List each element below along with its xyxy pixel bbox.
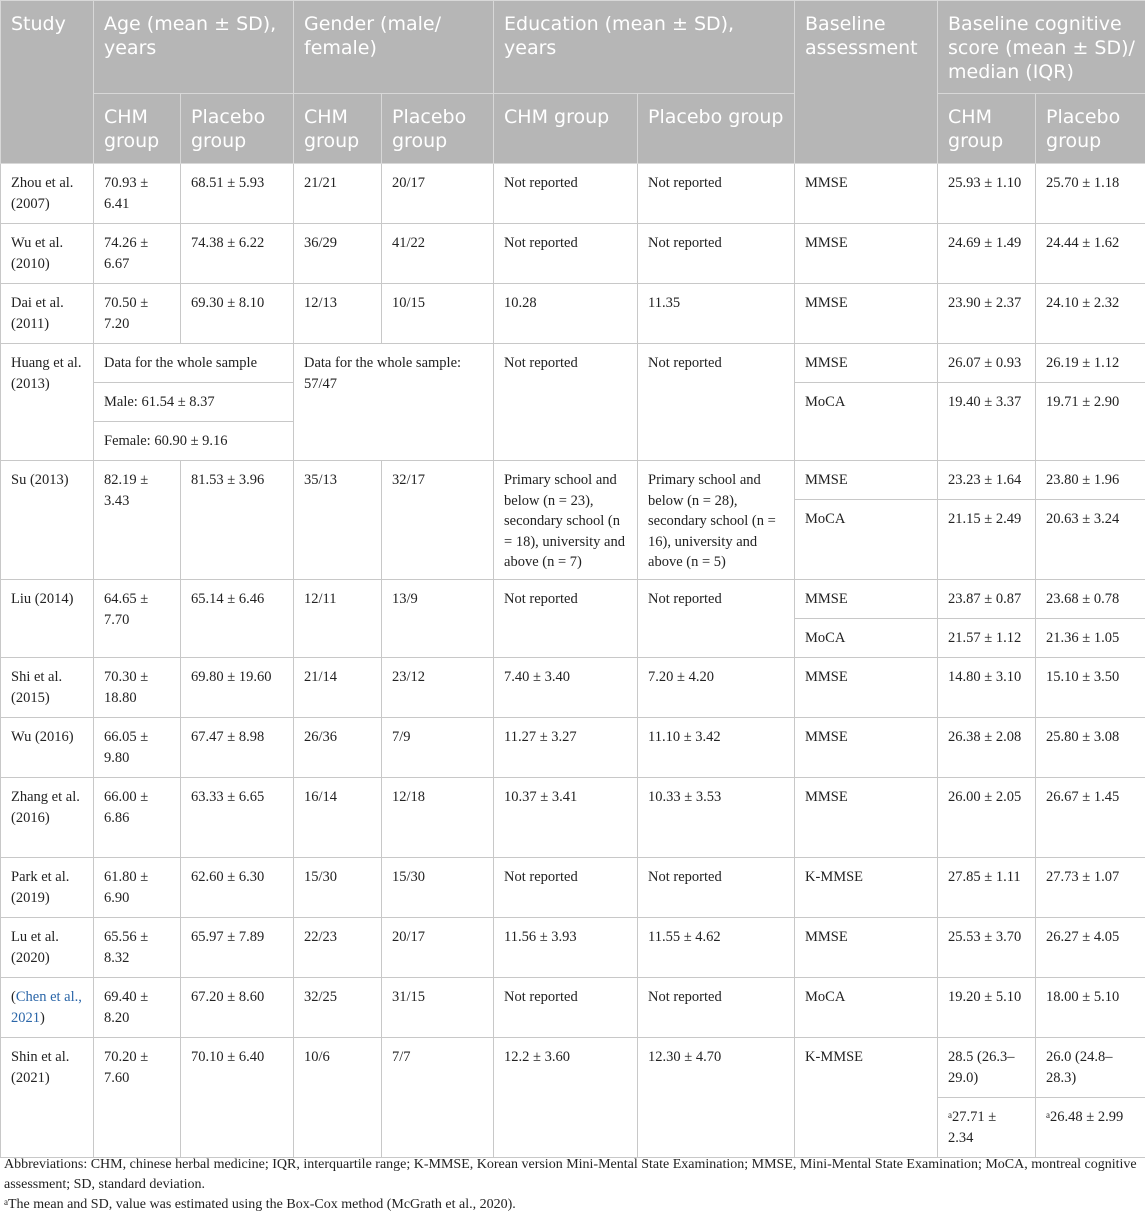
cell-education-chm: Not reported (494, 224, 638, 284)
cell-education-placebo: 11.55 ± 4.62 (638, 918, 795, 978)
subheader-age-chm: CHM group (94, 94, 181, 164)
cell-score-placebo: 26.0 (24.8–28.3) (1036, 1038, 1145, 1098)
cell-score-chm: 23.90 ± 2.37 (938, 284, 1036, 344)
cell-assessment: MMSE (795, 164, 938, 224)
cell-education-placebo: 11.35 (638, 284, 795, 344)
header-education: Education (mean ± SD), years (494, 1, 795, 94)
cell-study: Zhang et al. (2016) (1, 778, 94, 858)
subheader-score-chm: CHM group (938, 94, 1036, 164)
cell-age-placebo: 68.51 ± 5.93 (181, 164, 294, 224)
cell-assessment: MMSE (795, 658, 938, 718)
cell-score-chm: 28.5 (26.3–29.0) (938, 1038, 1036, 1098)
cell-gender-chm: 15/30 (294, 858, 382, 918)
cell-age-female: Female: 60.90 ± 9.16 (94, 422, 294, 461)
cell-gender-placebo: 7/7 (382, 1038, 494, 1158)
cell-assessment: MMSE (795, 284, 938, 344)
subheader-row (1, 94, 1145, 164)
cell-education-chm: Not reported (494, 344, 638, 461)
cell-score-chm: 19.20 ± 5.10 (938, 978, 1036, 1038)
cell-gender-chm: 35/13 (294, 461, 382, 580)
cell-gender-chm: 21/14 (294, 658, 382, 718)
cell-age-chm: 69.40 ± 8.20 (94, 978, 181, 1038)
cell-score-chm: 23.23 ± 1.64 (938, 461, 1036, 500)
subheader-age-placebo: Placebo group (181, 94, 294, 164)
cell-score-placebo: 23.68 ± 0.78 (1036, 580, 1145, 619)
cell-gender-placebo: 10/15 (382, 284, 494, 344)
subheader-education-placebo: Placebo group (638, 94, 795, 164)
cell-score-chm-boxcox (938, 1098, 1036, 1158)
cell-score-placebo: 26.67 ± 1.45 (1036, 778, 1145, 858)
cell-assessment: MoCA (795, 978, 938, 1038)
cell-age-placebo: 65.14 ± 6.46 (181, 580, 294, 658)
subheader-gender-chm: CHM group (294, 94, 382, 164)
cell-gender-placebo: 32/17 (382, 461, 494, 580)
cell-assessment: MMSE (795, 918, 938, 978)
cell-gender-chm: 36/29 (294, 224, 382, 284)
cell-age-chm: 66.00 ± 6.86 (94, 778, 181, 858)
cell-study: Zhou et al. (2007) (1, 164, 94, 224)
cell-education-placebo: 11.10 ± 3.42 (638, 718, 795, 778)
cell-gender-placebo: 41/22 (382, 224, 494, 284)
cell-education-chm: 11.56 ± 3.93 (494, 918, 638, 978)
cell-assessment: MMSE (795, 580, 938, 619)
subheader-score-placebo: Placebo group (1036, 94, 1145, 164)
cell-age-chm: 61.80 ± 6.90 (94, 858, 181, 918)
footnote-marker: a (4, 1197, 8, 1207)
table-row (1, 858, 1145, 918)
cell-score-chm: 25.53 ± 3.70 (938, 918, 1036, 978)
table-row (1, 344, 1145, 383)
cell-education-chm: 7.40 ± 3.40 (494, 658, 638, 718)
abbreviations-note: Abbreviations: CHM, chinese herbal medicine; IQR, interquartile range; K-MMSE, Korean version Mini-Mental State Examination; MMSE, Mini-Mental State Examination; MoCA, montreal cognitive assessment; SD, standard deviation. (4, 1157, 1137, 1192)
cell-education-placebo: Not reported (638, 344, 795, 461)
cell-assessment: MoCA (795, 619, 938, 658)
cell-education-chm: Not reported (494, 580, 638, 658)
cell-gender-placebo: 15/30 (382, 858, 494, 918)
table-row (1, 918, 1145, 978)
study-paren-open: ( (11, 989, 16, 1005)
cell-age-male: Male: 61.54 ± 8.37 (94, 383, 294, 422)
cell-score-chm: 23.87 ± 0.87 (938, 580, 1036, 619)
cell-gender-chm: 12/11 (294, 580, 382, 658)
cell-education-placebo: Not reported (638, 580, 795, 658)
cell-gender-placebo: 13/9 (382, 580, 494, 658)
cell-score-placebo: 26.19 ± 1.12 (1036, 344, 1145, 383)
cell-assessment: K-MMSE (795, 1038, 938, 1158)
cell-education-placebo: Primary school and below (n = 28), secondary school (n = 16), university and above (n = 5) (638, 461, 795, 580)
cell-education-chm: 10.28 (494, 284, 638, 344)
header-age: Age (mean ± SD), years (94, 1, 294, 94)
cell-gender-chm: 32/25 (294, 978, 382, 1038)
cell-age-chm: 65.56 ± 8.32 (94, 918, 181, 978)
cell-age-chm: 70.93 ± 6.41 (94, 164, 181, 224)
cell-score-placebo: 27.73 ± 1.07 (1036, 858, 1145, 918)
table-row (1, 658, 1145, 718)
cell-age-chm: 70.50 ± 7.20 (94, 284, 181, 344)
cell-study: Shin et al. (2021) (1, 1038, 94, 1158)
cell-score-placebo: 25.70 ± 1.18 (1036, 164, 1145, 224)
boxcox-note (4, 1195, 1139, 1215)
cell-gender-chm: 22/23 (294, 918, 382, 978)
cell-assessment: MMSE (795, 224, 938, 284)
cell-gender-chm: 12/13 (294, 284, 382, 344)
cell-gender-chm: 10/6 (294, 1038, 382, 1158)
cell-score-chm: 26.00 ± 2.05 (938, 778, 1036, 858)
cell-age-placebo: 62.60 ± 6.30 (181, 858, 294, 918)
cell-score-placebo: 19.71 ± 2.90 (1036, 383, 1145, 461)
cell-age-placebo: 67.47 ± 8.98 (181, 718, 294, 778)
study-paren-close: ) (40, 1009, 45, 1026)
subheader-education-chm: CHM group (494, 94, 638, 164)
header-baseline-assessment: Baseline assessment (795, 1, 938, 164)
cell-study: Dai et al. (2011) (1, 284, 94, 344)
cell-score-placebo-boxcox (1036, 1098, 1145, 1158)
cell-education-placebo: Not reported (638, 978, 795, 1038)
table-row (1, 284, 1145, 344)
cell-age-chm: 70.30 ± 18.80 (94, 658, 181, 718)
cell-age-placebo: 81.53 ± 3.96 (181, 461, 294, 580)
cell-gender-placebo: 31/15 (382, 978, 494, 1038)
cell-score-chm: 27.85 ± 1.11 (938, 858, 1036, 918)
cell-age-chm: 64.65 ± 7.70 (94, 580, 181, 658)
cell-education-placebo: 7.20 ± 4.20 (638, 658, 795, 718)
table-row (1, 1038, 1145, 1098)
cell-score-placebo: 18.00 ± 5.10 (1036, 978, 1145, 1038)
table-footnotes (4, 1155, 1139, 1216)
cell-gender-placebo: 23/12 (382, 658, 494, 718)
cell-education-chm: 10.37 ± 3.41 (494, 778, 638, 858)
table-row (1, 718, 1145, 778)
boxcox-value: 27.71 ± 2.34 (948, 1109, 997, 1146)
cell-score-chm: 21.15 ± 2.49 (938, 500, 1036, 580)
cell-assessment: MMSE (795, 778, 938, 858)
cell-education-chm: Primary school and below (n = 23), secondary school (n = 18), university and above (n = 7) (494, 461, 638, 580)
cell-score-placebo: 24.10 ± 2.32 (1036, 284, 1145, 344)
cell-education-placebo: 10.33 ± 3.53 (638, 778, 795, 858)
cell-score-placebo: 24.44 ± 1.62 (1036, 224, 1145, 284)
cell-education-placebo: 12.30 ± 4.70 (638, 1038, 795, 1158)
cell-gender-chm: 26/36 (294, 718, 382, 778)
cell-score-chm: 19.40 ± 3.37 (938, 383, 1036, 461)
table-row (1, 224, 1145, 284)
cell-score-chm: 21.57 ± 1.12 (938, 619, 1036, 658)
cell-assessment: MMSE (795, 344, 938, 383)
footnote-marker: a (1046, 1110, 1051, 1120)
cell-study (1, 978, 94, 1038)
cell-age-placebo: 74.38 ± 6.22 (181, 224, 294, 284)
cell-score-placebo: 21.36 ± 1.05 (1036, 619, 1145, 658)
cell-age-chm: 74.26 ± 6.67 (94, 224, 181, 284)
cell-gender-placebo: 20/17 (382, 918, 494, 978)
citation-link[interactable]: Chen et al., 2021 (11, 989, 82, 1026)
table-row (1, 580, 1145, 619)
cell-age-placebo: 70.10 ± 6.40 (181, 1038, 294, 1158)
boxcox-note-text: The mean and SD, value was estimated using the Box-Cox method (McGrath et al., 2020). (8, 1197, 516, 1212)
cell-score-chm: 25.93 ± 1.10 (938, 164, 1036, 224)
cell-assessment: MoCA (795, 500, 938, 580)
cell-age-chm: 66.05 ± 9.80 (94, 718, 181, 778)
cell-study: Huang et al. (2013) (1, 344, 94, 461)
cell-study: Lu et al. (2020) (1, 918, 94, 978)
cell-score-placebo: 15.10 ± 3.50 (1036, 658, 1145, 718)
cell-assessment: MoCA (795, 383, 938, 461)
header-baseline-score: Baseline cognitive score (mean ± SD)/ median (IQR) (938, 1, 1145, 94)
cell-education-placebo: Not reported (638, 224, 795, 284)
cell-age-placebo: 63.33 ± 6.65 (181, 778, 294, 858)
cell-education-chm: 12.2 ± 3.60 (494, 1038, 638, 1158)
cell-education-chm: Not reported (494, 978, 638, 1038)
cell-score-chm: 14.80 ± 3.10 (938, 658, 1036, 718)
cell-assessment: MMSE (795, 718, 938, 778)
cell-score-chm: 26.38 ± 2.08 (938, 718, 1036, 778)
cell-study: Wu (2016) (1, 718, 94, 778)
cell-education-chm: Not reported (494, 164, 638, 224)
cell-gender-placebo: 20/17 (382, 164, 494, 224)
cell-age-placebo: 67.20 ± 8.60 (181, 978, 294, 1038)
header-gender: Gender (male/ female) (294, 1, 494, 94)
cell-gender-placebo: 7/9 (382, 718, 494, 778)
cell-age-placebo: 65.97 ± 7.89 (181, 918, 294, 978)
cell-gender-whole: Data for the whole sample: 57/47 (294, 344, 494, 461)
subheader-gender-placebo: Placebo group (382, 94, 494, 164)
cell-gender-chm: 16/14 (294, 778, 382, 858)
boxcox-value: 26.48 ± 2.99 (1050, 1109, 1124, 1125)
cell-education-placebo: Not reported (638, 164, 795, 224)
cell-education-placebo: Not reported (638, 858, 795, 918)
cell-score-chm: 26.07 ± 0.93 (938, 344, 1036, 383)
cell-age-placebo: 69.80 ± 19.60 (181, 658, 294, 718)
header-row (1, 1, 1145, 94)
cell-score-placebo: 23.80 ± 1.96 (1036, 461, 1145, 500)
cell-gender-chm: 21/21 (294, 164, 382, 224)
cell-study: Park et al. (2019) (1, 858, 94, 918)
table-row (1, 778, 1145, 858)
cell-score-placebo: 25.80 ± 3.08 (1036, 718, 1145, 778)
cell-assessment: K-MMSE (795, 858, 938, 918)
table-row (1, 978, 1145, 1038)
cell-assessment: MMSE (795, 461, 938, 500)
cell-education-chm: 11.27 ± 3.27 (494, 718, 638, 778)
cell-study: Wu et al. (2010) (1, 224, 94, 284)
cell-study: Liu (2014) (1, 580, 94, 658)
cell-score-chm: 24.69 ± 1.49 (938, 224, 1036, 284)
table-row (1, 461, 1145, 500)
footnote-marker: a (948, 1110, 953, 1120)
cell-age-whole: Data for the whole sample (94, 344, 294, 383)
cell-study: Shi et al. (2015) (1, 658, 94, 718)
cell-education-chm: Not reported (494, 858, 638, 918)
cell-gender-placebo: 12/18 (382, 778, 494, 858)
cell-age-chm: 70.20 ± 7.60 (94, 1038, 181, 1158)
cell-study: Su (2013) (1, 461, 94, 580)
table-row (1, 164, 1145, 224)
cell-score-placebo: 26.27 ± 4.05 (1036, 918, 1145, 978)
cell-age-placebo: 69.30 ± 8.10 (181, 284, 294, 344)
header-study: Study (1, 1, 94, 164)
cell-score-placebo: 20.63 ± 3.24 (1036, 500, 1145, 580)
cell-age-chm: 82.19 ± 3.43 (94, 461, 181, 580)
